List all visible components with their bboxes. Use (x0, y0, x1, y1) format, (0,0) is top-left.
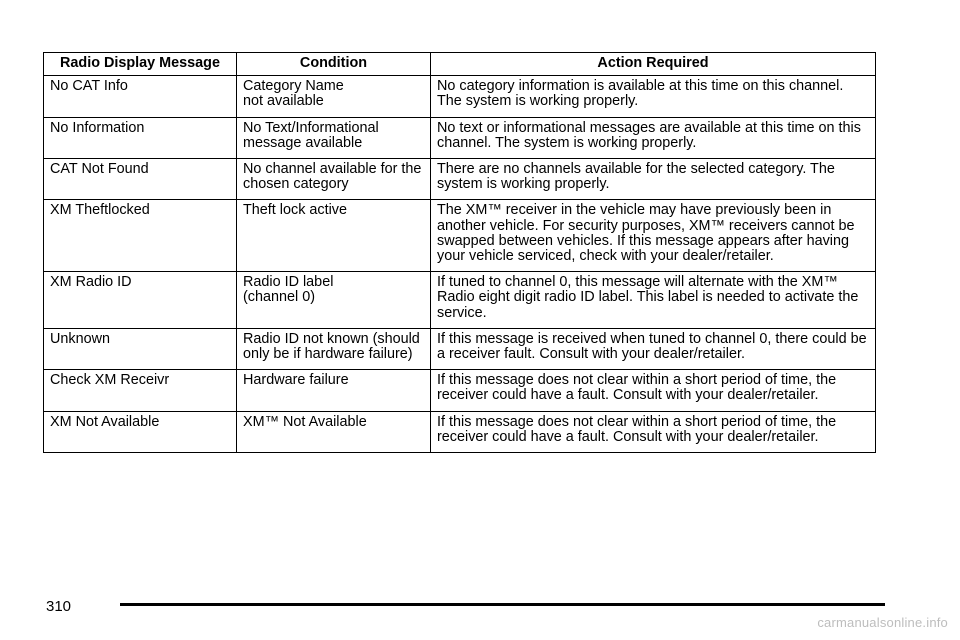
cell-condition: Theft lock active (237, 200, 431, 272)
table-row (44, 200, 876, 272)
cell-action: If this message is received when tuned to channel 0, there could be a receiver fault. Consult with your dealer/retailer. (431, 328, 876, 369)
table-row (44, 328, 876, 369)
table-row (44, 76, 876, 117)
cell-condition: Hardware failure (237, 370, 431, 411)
table-header-row (44, 53, 876, 76)
cell-message: No CAT Info (44, 76, 237, 117)
cell-action: There are no channels available for the selected category. The system is working properly. (431, 159, 876, 200)
header-action-required: Action Required (431, 53, 876, 76)
cell-message: No Information (44, 117, 237, 158)
cell-message: XM Theftlocked (44, 200, 237, 272)
header-radio-display-message: Radio Display Message (44, 53, 237, 76)
cell-message: Check XM Receivr (44, 370, 237, 411)
cell-message: XM Radio ID (44, 272, 237, 329)
cell-action: If this message does not clear within a short period of time, the receiver could have a fault. Consult with your dealer/retailer. (431, 370, 876, 411)
cell-action: If tuned to channel 0, this message will alternate with the XM™ Radio eight digit radio ID label. This label is needed to activate the service. (431, 272, 876, 329)
cell-action: No text or informational messages are available at this time on this channel. The system is working properly. (431, 117, 876, 158)
cell-message: CAT Not Found (44, 159, 237, 200)
cell-condition: XM™ Not Available (237, 411, 431, 452)
table-row (44, 272, 876, 329)
cell-condition: No Text/Informational message available (237, 117, 431, 158)
watermark: carmanualsonline.info (817, 615, 948, 630)
radio-messages-table-wrapper (43, 52, 875, 453)
table-row (44, 159, 876, 200)
table-row (44, 370, 876, 411)
header-condition: Condition (237, 53, 431, 76)
cell-condition: Radio ID not known (should only be if hardware failure) (237, 328, 431, 369)
cell-condition: Radio ID label (channel 0) (237, 272, 431, 329)
cell-action: If this message does not clear within a short period of time, the receiver could have a fault. Consult with your dealer/retailer. (431, 411, 876, 452)
cell-condition: No channel available for the chosen category (237, 159, 431, 200)
footer-rule (120, 603, 885, 606)
table-row (44, 411, 876, 452)
cell-action: The XM™ receiver in the vehicle may have previously been in another vehicle. For security purposes, XM™ receivers cannot be swapped between vehicles. If this message appears after having your vehicle serviced, check with your dealer/retailer. (431, 200, 876, 272)
radio-messages-table (43, 52, 876, 453)
cell-condition: Category Name not available (237, 76, 431, 117)
page-number: 310 (46, 598, 72, 615)
cell-action: No category information is available at this time on this channel. The system is working properly. (431, 76, 876, 117)
cell-message: XM Not Available (44, 411, 237, 452)
cell-message: Unknown (44, 328, 237, 369)
table-row (44, 117, 876, 158)
